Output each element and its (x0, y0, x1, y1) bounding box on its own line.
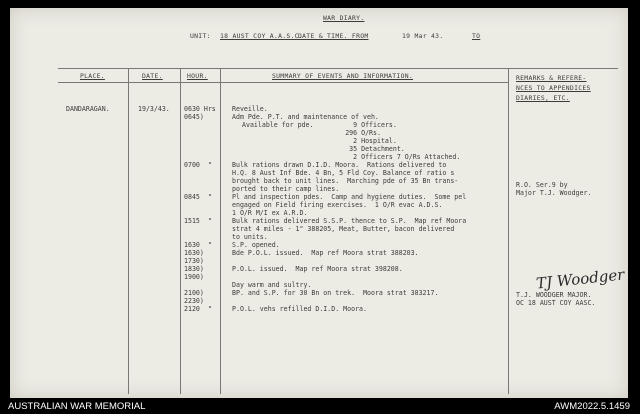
col-header-date: DATE. (142, 72, 163, 80)
summary-line: Adm Pde. P.T. and maintenance of veh. (232, 113, 379, 121)
header-rule-top (58, 68, 618, 69)
column-divider-2 (180, 68, 181, 394)
hour-entry: 2100) (184, 289, 204, 297)
entry-date: 19/3/43. (138, 105, 170, 113)
summary-line: 2 Hospital. (242, 137, 397, 145)
remarks-line: R.O. Ser.9 by (516, 181, 568, 189)
to-label: TO (472, 32, 481, 40)
summary-line: Pl and inspection pdes. Camp and hygiene duties. Some pel (232, 193, 467, 201)
col-header-remarks-1: REMARKS & REFERE- (516, 74, 587, 82)
summary-line: engaged on Field firing exercises. 1 O/R evac A.D.S. (232, 201, 443, 209)
summary-line: Bulk rations delivered S.S.P. thence to S.P. Map ref Moora (232, 217, 467, 225)
footer-accession-number: AWM2022.5.1459 (554, 401, 630, 412)
column-divider-3 (220, 68, 221, 394)
handwritten-signature: TJ Woodger (535, 265, 626, 293)
summary-line: Available for pde. 9 Officers. (242, 121, 397, 129)
col-header-remarks-2: NCES TO APPENDICES (516, 84, 591, 92)
column-divider-1 (128, 68, 129, 394)
summary-line: to units. (232, 233, 268, 241)
signatory-name: T.J. WOODGER MAJOR. (516, 291, 592, 299)
hour-entry: 2230) (184, 297, 204, 305)
summary-line: ported to their camp lines. (232, 185, 340, 193)
remarks-line: Major T.J. Woodger. (516, 189, 592, 197)
diary-title: WAR DIARY. (323, 14, 365, 22)
hour-entry: 1630 " (184, 241, 212, 249)
col-header-remarks-3: DIARIES, ETC. (516, 94, 570, 102)
summary-line: 2 Officers 7 O/Rs Attached. (242, 153, 461, 161)
diary-page (10, 8, 628, 398)
date-from: 19 Mar 43. (402, 32, 444, 40)
summary-line: H.Q. 8 Aust Inf Bde. 4 Bn, 5 Fld Coy. Balance of ratio s (232, 169, 455, 177)
summary-line: Day warm and sultry. (232, 281, 312, 289)
summary-line: strat 4 miles - 1" 388205, Meat, Butter, bacon delivered (232, 225, 455, 233)
summary-line: BP. and S.P. for 30 Bn on trek. Moora strat 383217. (232, 289, 439, 297)
dates-label: DATE & TIME. FROM (298, 32, 369, 40)
signatory-title: OC 18 AUST COY AASC. (516, 299, 596, 307)
hour-entry: 0630 Hrs (184, 105, 216, 113)
hour-entry: 1515 " (184, 217, 212, 225)
header-rule-bottom (58, 82, 508, 83)
summary-line: Bulk rations drawn D.I.D. Moora. Rations delivered to (232, 161, 447, 169)
column-divider-4 (508, 68, 509, 394)
summary-line: Bde P.O.L. issued. Map ref Moora strat 388203. (232, 249, 419, 257)
hour-entry: 1630) (184, 249, 204, 257)
unit-value: 18 AUST COY A.A.S.C. (220, 32, 303, 40)
summary-line: S.P. opened. (232, 241, 280, 249)
summary-line: Reveille. (232, 105, 268, 113)
hour-entry: 0700 " (184, 161, 212, 169)
summary-line: 296 O/Rs. (242, 129, 381, 137)
hour-entry: 0845 " (184, 193, 212, 201)
hour-entry: 2120 " (184, 305, 212, 313)
unit-label: UNIT: (190, 32, 211, 40)
col-header-summary: SUMMARY OF EVENTS AND INFORMATION. (272, 72, 414, 80)
col-header-place: PLACE. (80, 72, 105, 80)
summary-line: brought back to unit lines. Marching pde of 35 Bn trans- (232, 177, 459, 185)
footer-collection-name: AUSTRALIAN WAR MEMORIAL (8, 401, 146, 412)
summary-line: 35 Detachment. (242, 145, 405, 153)
summary-line: 1 O/R M/I ex A.R.D. (232, 209, 308, 217)
hour-entry: 1830) (184, 265, 204, 273)
col-header-hour: HOUR. (187, 72, 208, 80)
entry-place: DANDARAGAN. (66, 105, 110, 113)
summary-line: P.O.L. vehs refilled D.I.D. Moora. (232, 305, 367, 313)
summary-line: P.O.L. issued. Map ref Moora strat 398208. (232, 265, 403, 273)
hour-entry: 1900) (184, 273, 204, 281)
hour-entry: 0645) (184, 113, 204, 121)
hour-entry: 1730) (184, 257, 204, 265)
